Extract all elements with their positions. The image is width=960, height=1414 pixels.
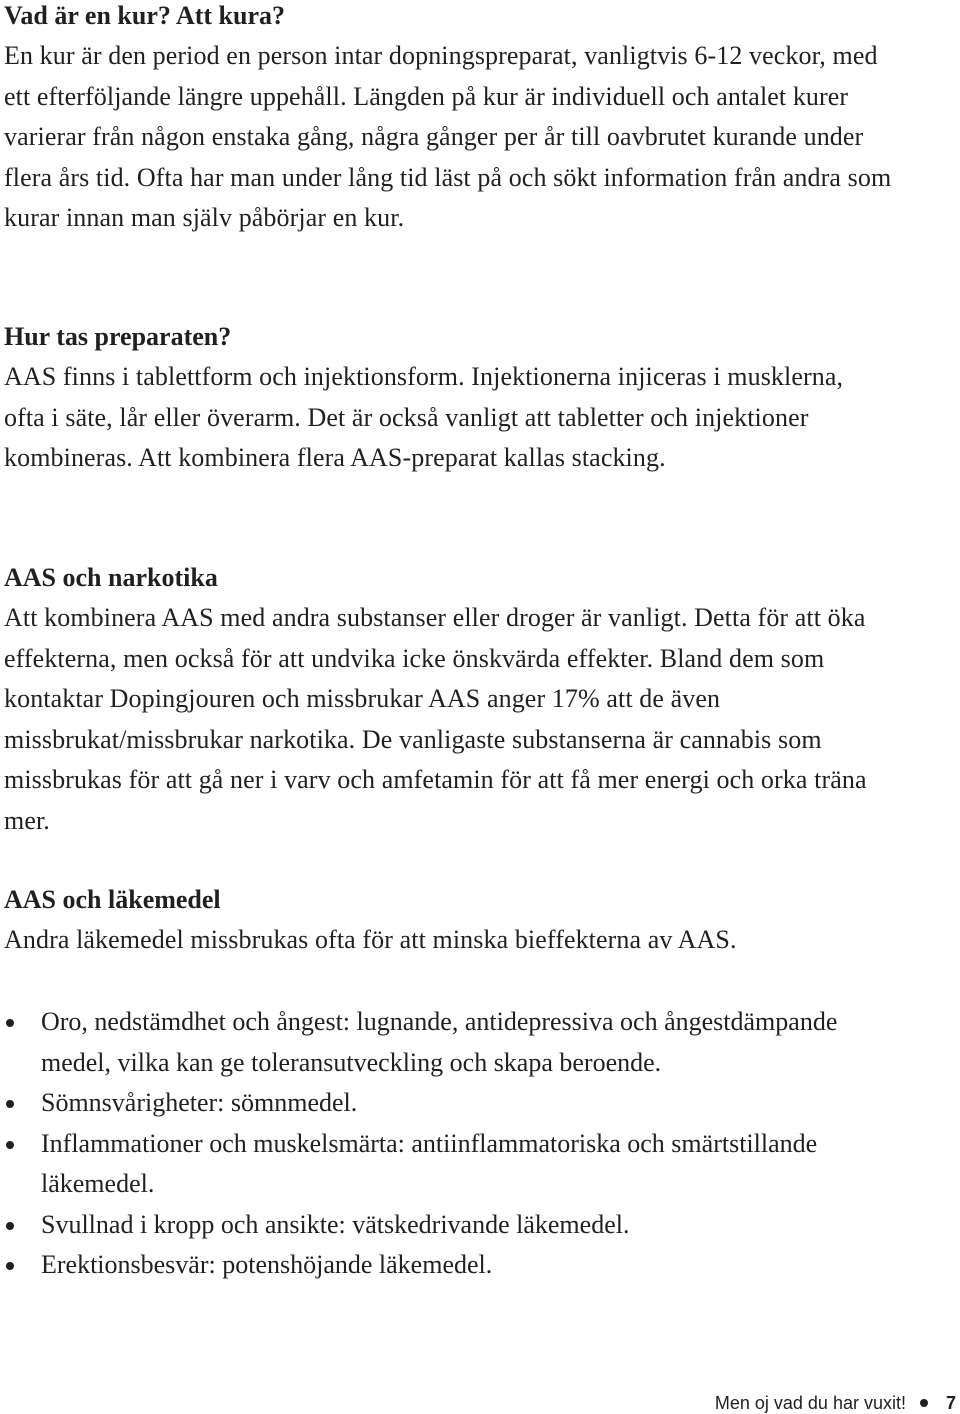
list-item	[4, 1083, 904, 1124]
bullet-icon	[6, 1262, 14, 1270]
section-heading: Hur tas preparaten?	[4, 322, 232, 351]
list-item	[4, 1124, 904, 1205]
section-narkotika	[4, 558, 919, 841]
bullet-list	[4, 1002, 904, 1286]
section-paragraph: AAS finns i tablettform och injektionsform. Injektionerna injiceras i musklerna, ofta i säte, lår eller överarm. Det är också vanligt att tabletter och injektioner kombineras. Att kombinera flera AAS-preparat kallas stacking.	[4, 362, 844, 472]
list-item-text: Inflammationer och muskelsmärta: antiinflammatoriska och smärtstillande läkemedel.	[41, 1128, 818, 1198]
section-paragraph: Att kombinera AAS med andra substanser eller droger är vanligt. Detta för att öka effekterna, men också för att undvika icke önskvärda effekter. Bland dem som kontaktar Dopingjouren och missbrukar AAS anger 17% att de även missbrukat/missbrukar narkotika. De vanligaste substanserna är cannabis som missbrukas för att gå ner i varv och amfetamin för att få mer energi och orka träna mer.	[4, 603, 867, 835]
list-item	[4, 1205, 904, 1246]
section-paragraph: En kur är den period en person intar dopningspreparat, vanligtvis 6-12 veckor, med ett efterföljande längre uppehåll. Längden på kur är individuell och antalet kurer varierar från någon enstaka gång, några gånger per år till oavbrutet kurande under flera års tid. Ofta har man under lång tid läst på och sökt information från andra som kurar innan man själv påbörjar en kur.	[4, 41, 892, 232]
section-preparaten	[4, 317, 884, 479]
page-footer	[715, 1392, 956, 1414]
list-item-text: Sömnsvårigheter: sömnmedel.	[41, 1088, 358, 1117]
page-number: 7	[945, 1393, 956, 1413]
list-item-text: Svullnad i kropp och ansikte: vätskedrivande läkemedel.	[41, 1209, 630, 1239]
section-lakemedel	[4, 880, 924, 961]
section-kur	[4, 0, 909, 239]
bullet-icon	[6, 1222, 14, 1230]
section-heading: AAS och läkemedel	[4, 885, 221, 914]
list-item	[4, 1245, 904, 1286]
section-paragraph: Andra läkemedel missbrukas ofta för att minska bieffekterna av AAS.	[4, 925, 737, 954]
bullet-icon	[6, 1100, 14, 1108]
section-heading: AAS och narkotika	[4, 563, 218, 592]
list-item-text: Oro, nedstämdhet och ångest: lugnande, antidepressiva och ångestdämpande medel, vilka kan ge toleransutveckling och skapa beroende.	[41, 1007, 838, 1077]
bullet-icon	[920, 1399, 928, 1407]
bullet-icon	[6, 1141, 14, 1149]
section-heading: Vad är en kur? Att kura?	[4, 1, 285, 30]
footer-title: Men oj vad du har vuxit!	[714, 1393, 906, 1413]
list-item	[4, 1002, 904, 1083]
list-item-text: Erektionsbesvär: potenshöjande läkemedel.	[41, 1250, 493, 1279]
bullet-icon	[6, 1019, 14, 1027]
